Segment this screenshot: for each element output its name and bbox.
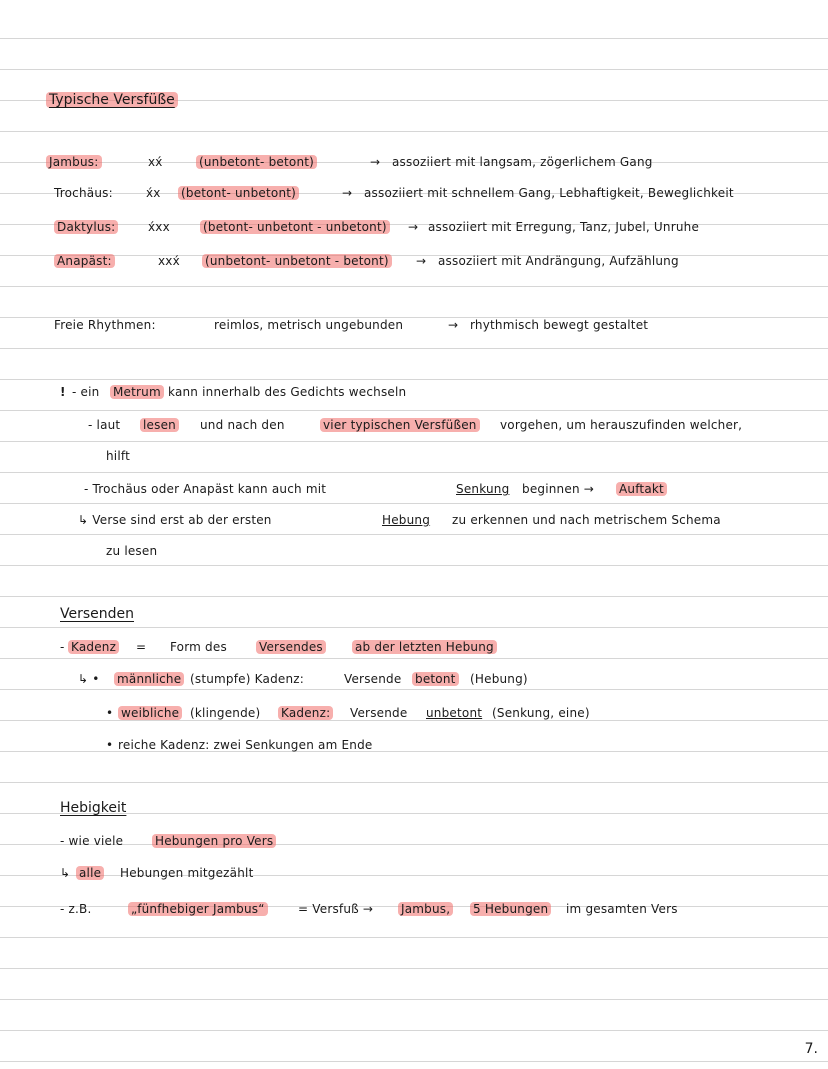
kadenz-hl: Kadenz — [68, 640, 119, 654]
note-1-hl: Metrum — [110, 385, 164, 399]
trochaeus-name: Trochäus: — [54, 186, 113, 200]
trochaeus-desc-wrap — [178, 186, 299, 200]
freie-text2: rhythmisch bewegt gestaltet — [470, 318, 649, 332]
hebigkeit-3-hl2: Jambus, — [398, 902, 453, 916]
weiblich-text: Versende — [350, 706, 408, 720]
kadenz-hl2: Versendes — [256, 640, 326, 654]
jambus-scheme: xx́ — [148, 155, 163, 169]
daktylus-desc: (betont- unbetont - unbetont) — [200, 220, 390, 234]
jambus-arrow: → — [370, 155, 381, 169]
daktylus-text: assoziiert mit Erregung, Tanz, Jubel, Unruhe — [428, 220, 700, 234]
note-4-cont: zu lesen — [106, 544, 158, 558]
note-1-pre: - ein — [72, 385, 100, 399]
daktylus-arrow: → — [408, 220, 419, 234]
kadenz-eq: = — [136, 640, 147, 654]
maennlich-hl: männliche — [114, 672, 184, 686]
anapaest-arrow: → — [416, 254, 427, 268]
note-3-mid: beginnen → — [522, 482, 595, 496]
weiblich-mid: (klingende) — [190, 706, 261, 720]
daktylus-name: Daktylus: — [54, 220, 118, 234]
note-2-post: vorgehen, um herauszufinden welcher, — [500, 418, 743, 432]
hebigkeit-3-mid: = Versfuß → — [298, 902, 374, 916]
hebigkeit-2-hl: alle — [76, 866, 104, 880]
hebigkeit-3-hl: „fünfhebiger Jambus“ — [128, 902, 268, 916]
trochaeus-scheme: x́x — [146, 186, 161, 200]
kadenz-hl3: ab der letzten Hebung — [352, 640, 497, 654]
hebigkeit-3-hl3: 5 Hebungen — [470, 902, 551, 916]
note-1-post: kann innerhalb des Gedichts wechseln — [168, 385, 407, 399]
note-2-pre: - laut — [88, 418, 121, 432]
maennlich-text: Versende — [344, 672, 402, 686]
note-2-cont: hilft — [106, 449, 130, 463]
hebigkeit-2-post: Hebungen mitgezählt — [120, 866, 254, 880]
daktylus-scheme: x́xx — [148, 220, 170, 234]
kadenz-pre: - — [60, 640, 65, 654]
note-2-hl1: lesen — [140, 418, 179, 432]
note-3-hl: Auftakt — [616, 482, 667, 496]
hebigkeit-2-pre: ↳ — [60, 866, 71, 880]
anapaest-scheme: xxx́ — [158, 254, 180, 268]
maennlich-mid: (stumpfe) Kadenz: — [190, 672, 305, 686]
hebigkeit-3-post: im gesamten Vers — [566, 902, 678, 916]
weiblich-post: (Senkung, eine) — [492, 706, 590, 720]
freie-arrow: → — [448, 318, 459, 332]
note-2-mid: und nach den — [200, 418, 285, 432]
jambus-text: assoziiert mit langsam, zögerlichem Gang — [392, 155, 653, 169]
trochaeus-desc: (betont- unbetont) — [178, 186, 299, 200]
anapaest-name: Anapäst: — [54, 254, 115, 268]
hebigkeit-1-pre: - wie viele — [60, 834, 124, 848]
exclamation-icon: ! — [60, 385, 66, 399]
hebigkeit-3-pre: - z.B. — [60, 902, 92, 916]
weiblich-hl2: Kadenz: — [278, 706, 333, 720]
maennlich-post: (Hebung) — [470, 672, 528, 686]
maennlich-hl2: betont — [412, 672, 459, 686]
page-number: 7. — [804, 1041, 818, 1057]
heading-versenden: Versenden — [60, 606, 135, 622]
jambus-desc: (unbetont- betont) — [196, 155, 317, 169]
heading-versfuesse: Typische Versfüße — [46, 92, 178, 108]
weiblich-underlined: unbetont — [426, 706, 483, 720]
reich-bullet: • — [106, 738, 114, 752]
anapaest-desc: (unbetont- unbetont - betont) — [202, 254, 392, 268]
weiblich-bullet: • — [106, 706, 114, 720]
freie-label: Freie Rhythmen: — [54, 318, 156, 332]
note-4-underlined: Hebung — [382, 513, 431, 527]
kadenz-mid: Form des — [170, 640, 227, 654]
anapaest-text: assoziiert mit Andrängung, Aufzählung — [438, 254, 679, 268]
reich-text: reiche Kadenz: zwei Senkungen am Ende — [118, 738, 373, 752]
freie-text: reimlos, metrisch ungebunden — [214, 318, 404, 332]
jambus-name: Jambus: — [46, 155, 102, 169]
note-4-pre: ↳ Verse sind erst ab der ersten — [78, 513, 272, 527]
maennlich-arrow: ↳ • — [78, 672, 100, 686]
note-3-pre: - Trochäus oder Anapäst kann auch mit — [84, 482, 327, 496]
hebigkeit-1-hl: Hebungen pro Vers — [152, 834, 276, 848]
note-3-underlined: Senkung — [456, 482, 510, 496]
trochaeus-arrow: → — [342, 186, 353, 200]
note-4-post: zu erkennen und nach metrischem Schema — [452, 513, 721, 527]
weiblich-hl: weibliche — [118, 706, 182, 720]
trochaeus-text: assoziiert mit schnellem Gang, Lebhaftigkeit, Beweglichkeit — [364, 186, 734, 200]
heading-hebigkeit: Hebigkeit — [60, 800, 127, 816]
note-2-hl2: vier typischen Versfüßen — [320, 418, 480, 432]
